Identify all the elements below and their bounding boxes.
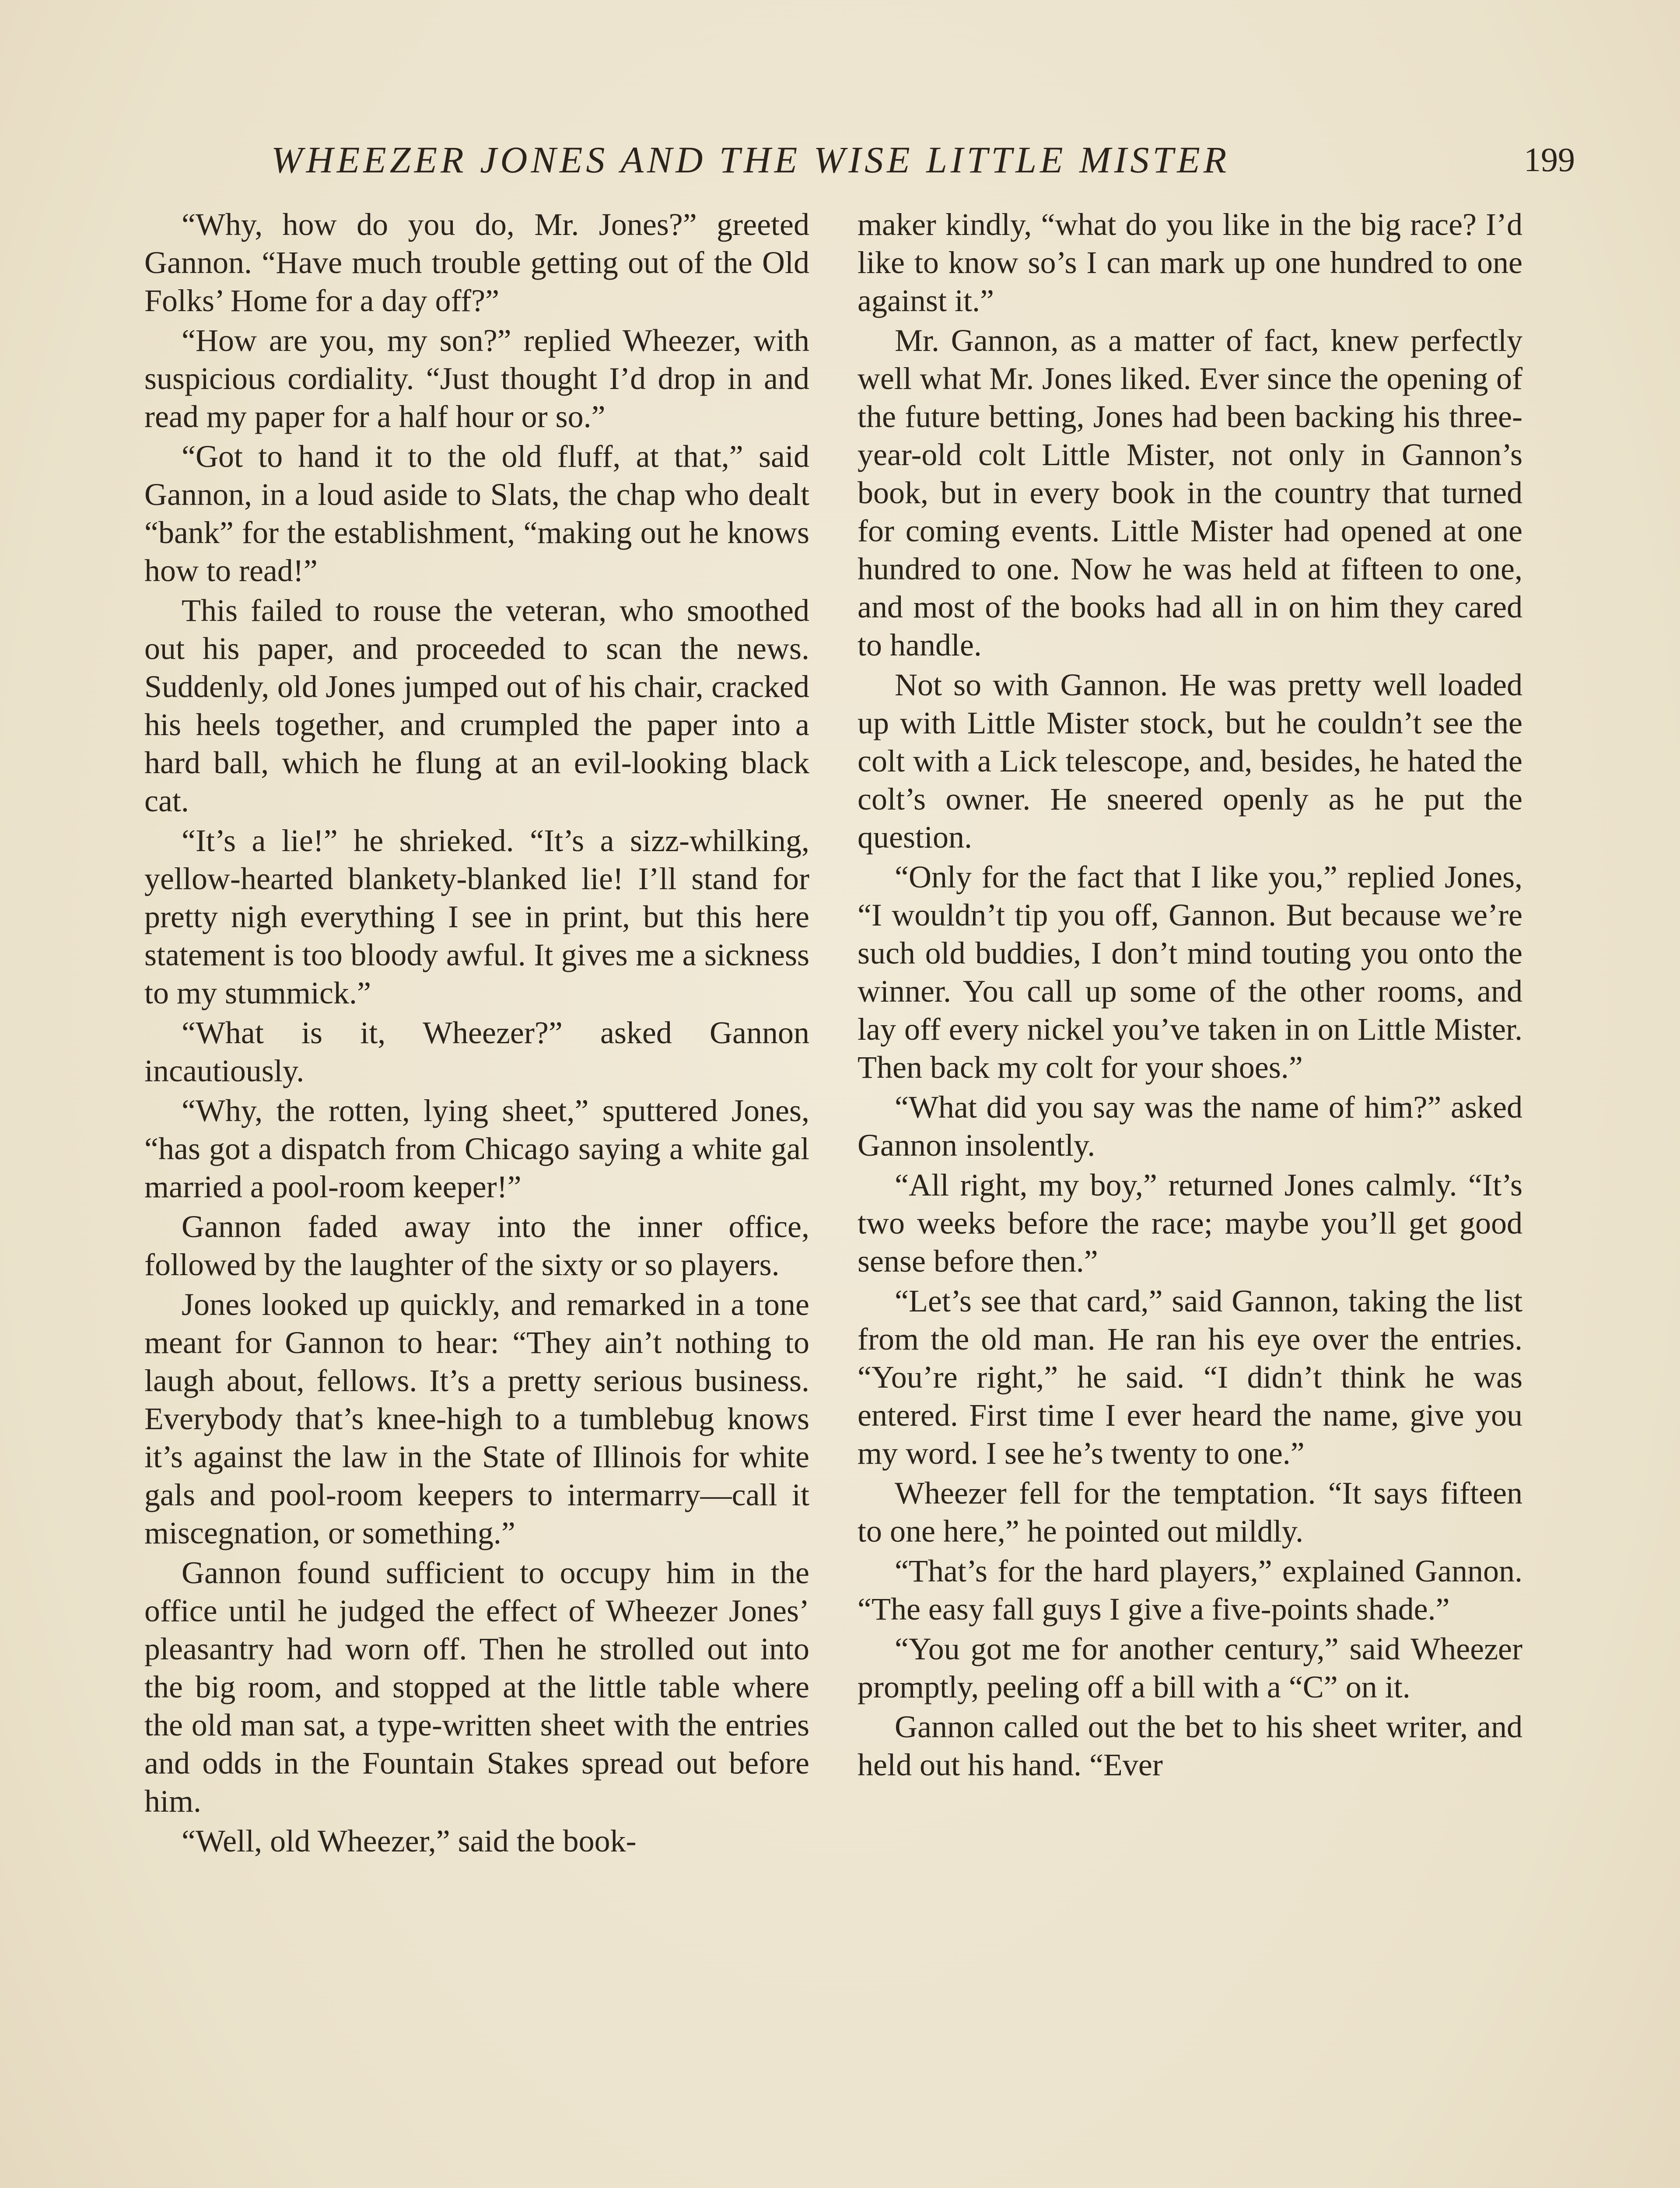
left-column bbox=[144, 206, 809, 2188]
paragraph: “That’s for the hard players,” explained Gannon. “The easy fall guys I give a five-points shade.” bbox=[858, 1553, 1522, 1627]
paragraph: “How are you, my son?” replied Wheezer, with suspicious cordiality. “Just thought I’d drop in and read my paper for a half hour or so.” bbox=[144, 323, 809, 434]
paragraph: “You got me for another century,” said Wheezer promptly, peeling off a bill with a “C” on it. bbox=[858, 1631, 1522, 1704]
paragraph: “It’s a lie!” he shrieked. “It’s a sizz-whilking, yellow-hearted blankety-blanked lie! I’ll stand for pretty nigh everything I see in print, but this here statement is too bloody awful. It gives me a sickness to my stummick.” bbox=[144, 823, 809, 1010]
paragraph: “Let’s see that card,” said Gannon, taking the list from the old man. He ran his eye over the entries. “You’re right,” he said. “I didn’t think he was entered. First time I ever heard the name, give you my word. I see he’s twenty to one.” bbox=[858, 1283, 1522, 1471]
paragraph: “All right, my boy,” returned Jones calmly. “It’s two weeks before the race; maybe you’ll get good sense before then.” bbox=[858, 1168, 1522, 1279]
paragraph: “Only for the fact that I like you,” replied Jones, “I wouldn’t tip you off, Gannon. But because we’re such old buddies, I don’t mind touting you onto the winner. You call up some of the other rooms, and lay off every nickel you’ve taken in on Little Mister. Then back my colt for your shoes.” bbox=[858, 859, 1522, 1085]
paragraph-continued: maker kindly, “what do you like in the big race? I’d like to know so’s I can mark up one hundred to one against it.” bbox=[858, 207, 1522, 318]
paragraph: “Why, the rotten, lying sheet,” sputtered Jones, “has got a dispatch from Chicago saying a white gal married a pool-room keeper!” bbox=[144, 1093, 809, 1204]
paragraph: Mr. Gannon, as a matter of fact, knew perfectly well what Mr. Jones liked. Ever since the opening of the future betting, Jones had been backing his three-year-old colt Little Mister, not only in Gannon’s book, but in every book in the country that turned for coming events. Little Mister had opened at one hundred to one. Now he was held at fifteen to one, and most of the books had all in on him they cared to handle. bbox=[858, 323, 1522, 663]
paragraph: Gannon faded away into the inner office, followed by the laughter of the sixty or so players. bbox=[144, 1209, 809, 1282]
page-number: 199 bbox=[1524, 140, 1575, 179]
paragraph: “Why, how do you do, Mr. Jones?” greeted Gannon. “Have much trouble getting out of the Old Folks’ Home for a day off?” bbox=[144, 207, 809, 318]
paragraph: Gannon called out the bet to his sheet writer, and held out his hand. “Ever bbox=[858, 1709, 1522, 1782]
running-header: WHEEZER JONES AND THE WISE LITTLE MISTER bbox=[271, 139, 1230, 181]
paragraph: “What is it, Wheezer?” asked Gannon incautiously. bbox=[144, 1015, 809, 1088]
paragraph: Wheezer fell for the temptation. “It says fifteen to one here,” he pointed out mildly. bbox=[858, 1476, 1522, 1549]
paragraph: Gannon found sufficient to occupy him in the office until he judged the effect of Wheezer Jones’ pleasantry had worn off. Then he strolled out into the big room, and stopped at the little table where the old man sat, a type-written sheet with the entries and odds in the Fountain Stakes spread out before him. bbox=[144, 1555, 809, 1819]
paragraph: Not so with Gannon. He was pretty well loaded up with Little Mister stock, but he couldn’t see the colt with a Lick telescope, and, besides, he hated the colt’s owner. He sneered openly as he put the question. bbox=[858, 667, 1522, 855]
paragraph: “What did you say was the name of him?” asked Gannon insolently. bbox=[858, 1090, 1522, 1163]
paragraph: “Well, old Wheezer,” said the book- bbox=[182, 1823, 637, 1858]
paragraph: This failed to rouse the veteran, who smoothed out his paper, and proceeded to scan the news. Suddenly, old Jones jumped out of his chair, cracked his heels together, and crumpled the paper into a hard ball, which he flung at an evil-looking black cat. bbox=[144, 593, 809, 818]
right-column bbox=[858, 206, 1522, 2188]
paragraph: “Got to hand it to the old fluff, at that,” said Gannon, in a loud aside to Slats, the chap who dealt “bank” for the establishment, “making out he knows how to read!” bbox=[144, 439, 809, 588]
paragraph: Jones looked up quickly, and remarked in a tone meant for Gannon to hear: “They ain’t nothing to laugh about, fellows. It’s a pretty serious business. Everybody that’s knee-high to a tumblebug knows it’s against the law in the State of Illinois for white gals and pool-room keepers to intermarry—call it miscegnation, or something.” bbox=[144, 1287, 809, 1550]
